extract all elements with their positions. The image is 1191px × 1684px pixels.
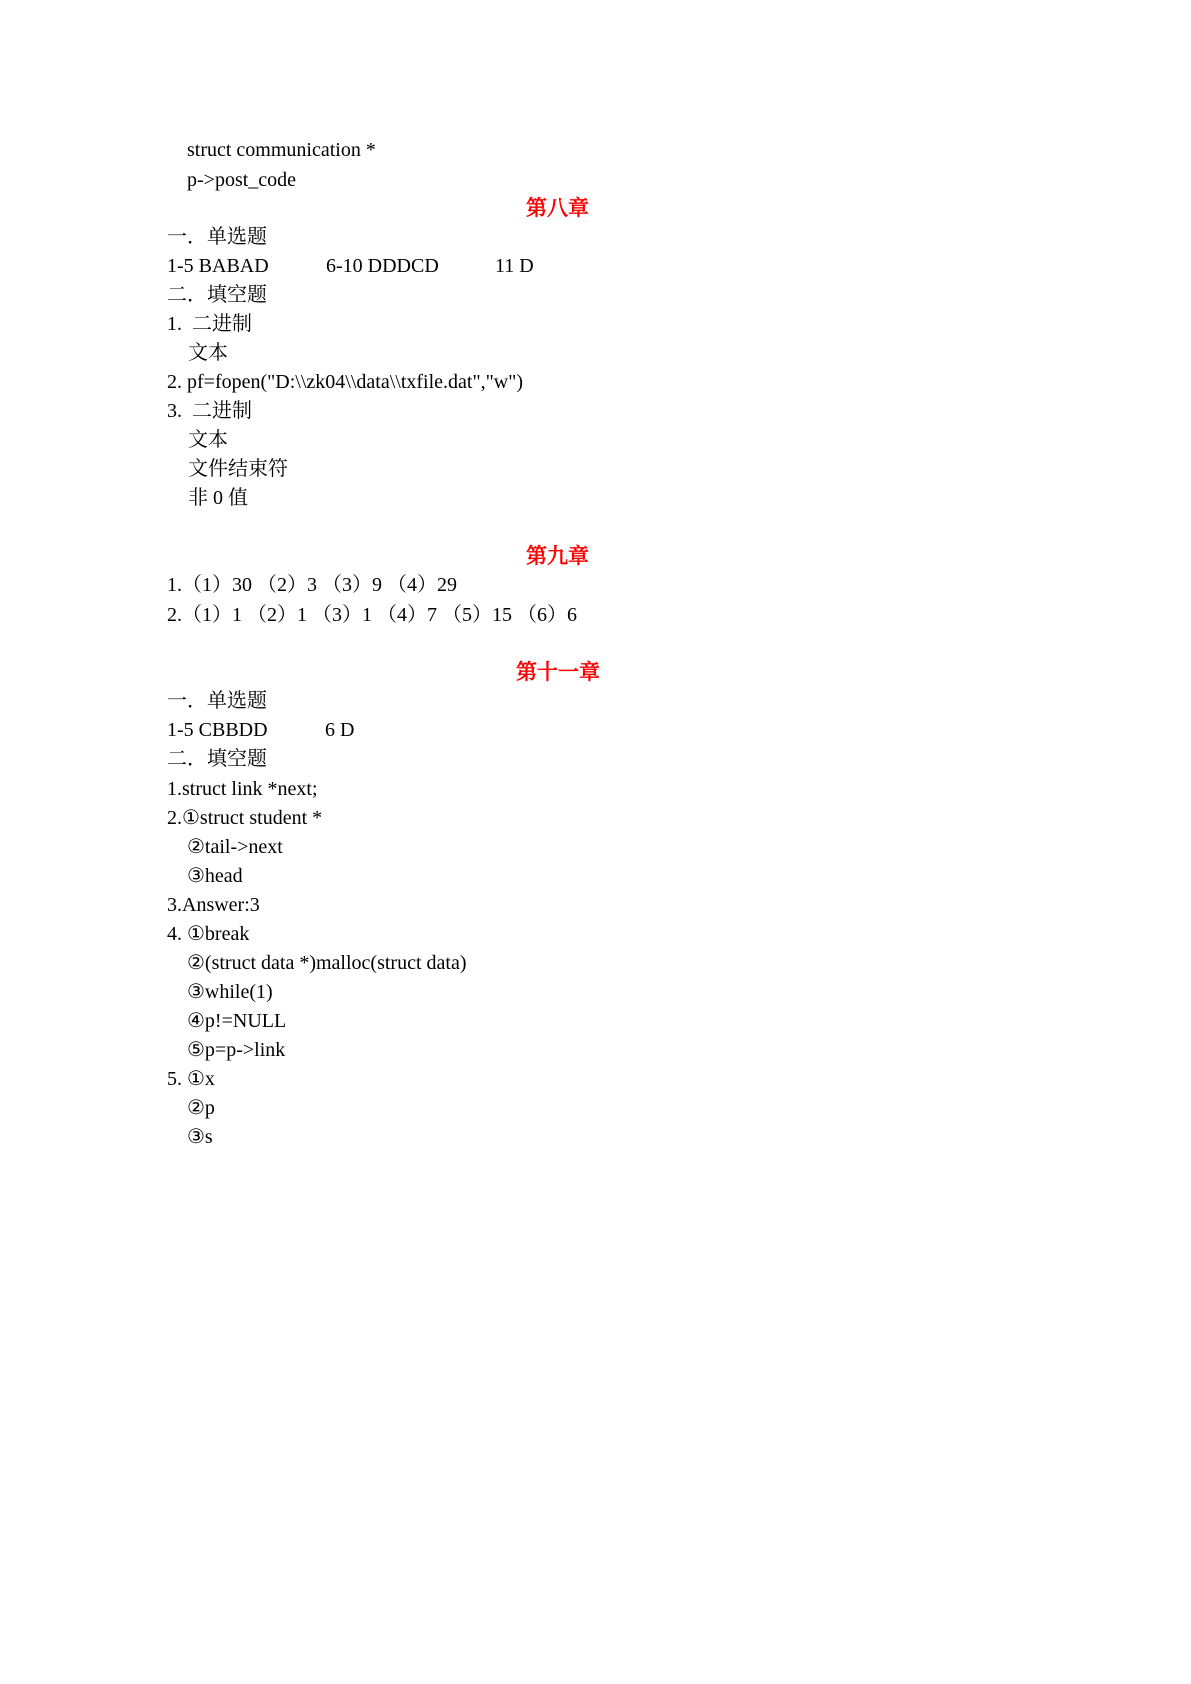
ch8-q3-answer-b: 文本 xyxy=(188,429,228,451)
ch8-q3-number: 3. xyxy=(167,400,187,422)
ch9-answer-1: 1.（1）30 （2）3 （3）9 （4）29 xyxy=(167,574,457,596)
ch8-q3-answer-c: 文件结束符 xyxy=(188,458,288,480)
ch11-q5-answer-c: ③s xyxy=(187,1126,213,1148)
ch11-q2-answer-c: ③head xyxy=(187,865,243,887)
ch8-section-single-choice: 一．单选题 xyxy=(167,226,267,248)
ch11-q4-answer-b: ②(struct data *)malloc(struct data) xyxy=(187,952,467,974)
ch8-q1-number: 1. xyxy=(167,313,187,335)
ch11-q4-answer-a: 4. ①break xyxy=(167,923,250,945)
ch8-mc-answers-6-10: 6-10 DDDCD xyxy=(326,255,439,277)
ch11-q1-answer: 1.struct link *next; xyxy=(167,778,318,800)
ch8-q2-answer: 2. pf=fopen("D:\\zk04\\data\\txfile.dat","w") xyxy=(167,371,524,393)
ch11-mc-answers-6: 6 D xyxy=(325,719,355,741)
ch11-mc-answers-1-5: 1-5 CBBDD xyxy=(167,719,268,741)
ch11-section-single-choice: 一．单选题 xyxy=(167,690,267,712)
ch11-q5-answer-b: ②p xyxy=(187,1097,215,1119)
ch11-section-fill-blank: 二．填空题 xyxy=(167,748,267,770)
chapter-9-title: 第九章 xyxy=(526,544,589,568)
ch8-section-fill-blank: 二．填空题 xyxy=(167,284,267,306)
ch11-q2-answer-b: ②tail->next xyxy=(187,836,283,858)
ch8-q3-answer-d: 非 0 值 xyxy=(188,487,248,509)
ch8-q1-answer-b: 文本 xyxy=(188,342,228,364)
chapter-11-title: 第十一章 xyxy=(516,660,600,684)
ch9-answer-2: 2.（1）1 （2）1 （3）1 （4）7 （5）15 （6）6 xyxy=(167,604,577,626)
code-line-post-code: p->post_code xyxy=(187,169,297,191)
ch8-q1-answer-a: 二进制 xyxy=(192,313,252,335)
ch11-q2-answer-a: 2.①struct student * xyxy=(167,807,323,829)
ch11-q4-answer-e: ⑤p=p->link xyxy=(187,1039,286,1061)
ch11-q4-answer-c: ③while(1) xyxy=(187,981,273,1003)
ch11-q4-answer-d: ④p!=NULL xyxy=(187,1010,287,1032)
chapter-8-title: 第八章 xyxy=(526,196,589,220)
ch8-mc-answers-11: 11 D xyxy=(495,255,534,277)
ch8-mc-answers-1-5: 1-5 BABAD xyxy=(167,255,269,277)
ch11-q3-answer: 3.Answer:3 xyxy=(167,894,260,916)
ch11-q5-answer-a: 5. ①x xyxy=(167,1068,215,1090)
ch8-q3-answer-a: 二进制 xyxy=(192,400,252,422)
code-line-struct-communication: struct communication * xyxy=(187,139,376,161)
